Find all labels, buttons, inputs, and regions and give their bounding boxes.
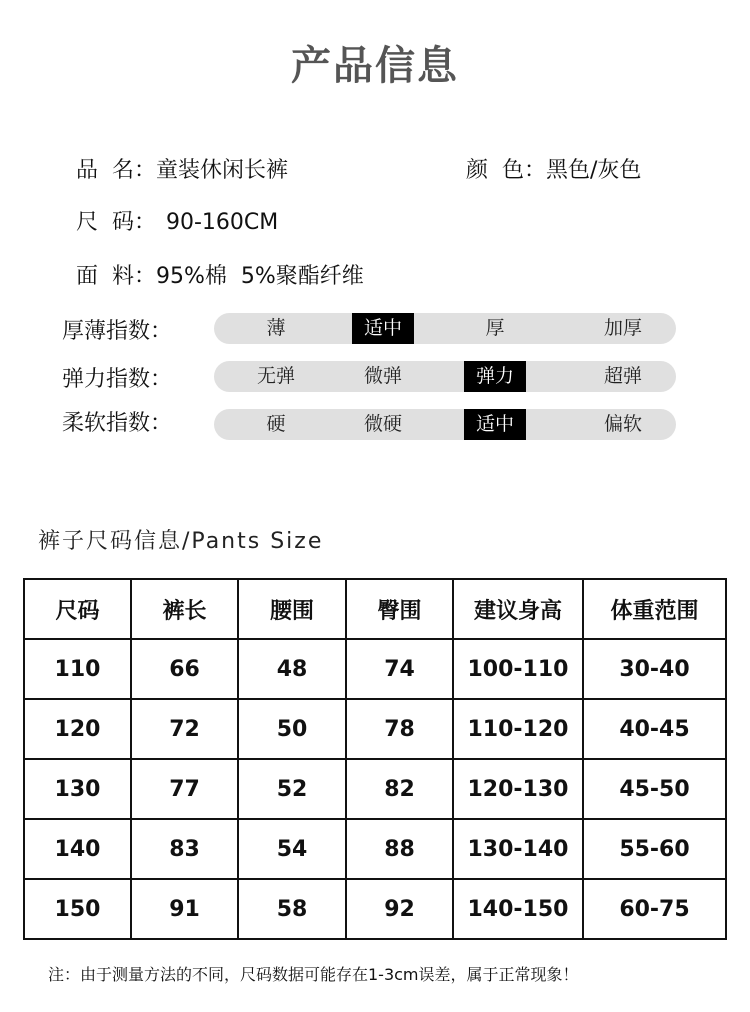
table-cell: 30-40 <box>583 639 726 699</box>
index-option: 薄 <box>266 317 286 339</box>
table-cell: 52 <box>238 759 346 819</box>
table-cell: 130 <box>24 759 131 819</box>
index-label: 柔软指数： <box>62 411 173 436</box>
page-title: 产品信息 <box>291 43 459 89</box>
table-header-cell: 裤长 <box>131 579 238 639</box>
table-header-row <box>24 579 726 639</box>
table-header-cell: 体重范围 <box>583 579 726 639</box>
table-cell: 50 <box>238 699 346 759</box>
table-cell: 88 <box>346 819 453 879</box>
table-row <box>24 819 726 879</box>
table-cell: 110-120 <box>453 699 583 759</box>
index-scale-bar <box>214 313 676 344</box>
table-row <box>24 759 726 819</box>
table-row <box>24 699 726 759</box>
table-cell: 45-50 <box>583 759 726 819</box>
table-cell: 60-75 <box>583 879 726 939</box>
index-label: 厚薄指数： <box>62 319 173 344</box>
table-cell: 91 <box>131 879 238 939</box>
index-scale-bar <box>214 409 676 440</box>
table-cell: 120-130 <box>453 759 583 819</box>
table-cell: 77 <box>131 759 238 819</box>
product-size-row <box>62 180 278 236</box>
index-option: 无弹 <box>256 365 296 387</box>
table-row <box>24 879 726 939</box>
index-option: 微硬 <box>363 413 403 435</box>
index-option: 加厚 <box>603 317 643 339</box>
index-option: 偏软 <box>603 413 643 435</box>
product-name-row <box>62 128 288 184</box>
product-fabric-value: 95%棉 5%聚酯纤维 <box>156 264 364 289</box>
product-fabric-label: 面 料： <box>76 264 156 289</box>
table-cell: 40-45 <box>583 699 726 759</box>
measurement-note: 注：由于测量方法的不同，尺码数据可能存在1-3cm误差，属于正常现象！ <box>48 965 579 984</box>
product-name-label: 品 名： <box>76 158 156 183</box>
table-header-cell: 建议身高 <box>453 579 583 639</box>
index-option: 硬 <box>266 413 286 435</box>
size-table-heading: 裤子尺码信息/Pants Size <box>38 529 324 554</box>
table-cell: 78 <box>346 699 453 759</box>
product-size-label: 尺 码： <box>76 210 156 235</box>
index-option-selected: 弹力 <box>464 361 526 392</box>
product-color-row <box>452 128 641 184</box>
product-color-label: 颜 色： <box>466 158 546 183</box>
product-size-value: 90-160CM <box>166 210 279 235</box>
table-cell: 48 <box>238 639 346 699</box>
table-cell: 82 <box>346 759 453 819</box>
index-option: 厚 <box>485 317 505 339</box>
index-option: 超弹 <box>603 365 643 387</box>
table-cell: 110 <box>24 639 131 699</box>
product-fabric-row <box>62 234 364 290</box>
table-cell: 140 <box>24 819 131 879</box>
table-cell: 54 <box>238 819 346 879</box>
table-cell: 66 <box>131 639 238 699</box>
table-row <box>24 639 726 699</box>
table-header-cell: 臀围 <box>346 579 453 639</box>
index-option-selected: 适中 <box>352 313 414 344</box>
size-table <box>23 578 727 940</box>
product-name-value: 童装休闲长裤 <box>156 158 289 183</box>
table-cell: 74 <box>346 639 453 699</box>
table-cell: 83 <box>131 819 238 879</box>
table-cell: 120 <box>24 699 131 759</box>
table-cell: 55-60 <box>583 819 726 879</box>
table-header-cell: 腰围 <box>238 579 346 639</box>
index-option: 微弹 <box>363 365 403 387</box>
index-option-selected: 适中 <box>464 409 526 440</box>
table-cell: 100-110 <box>453 639 583 699</box>
table-header-cell: 尺码 <box>24 579 131 639</box>
table-cell: 92 <box>346 879 453 939</box>
table-cell: 140-150 <box>453 879 583 939</box>
index-scale-bar <box>214 361 676 392</box>
table-cell: 58 <box>238 879 346 939</box>
table-cell: 130-140 <box>453 819 583 879</box>
table-cell: 150 <box>24 879 131 939</box>
product-color-value: 黑色/灰色 <box>546 158 642 183</box>
table-cell: 72 <box>131 699 238 759</box>
index-label: 弹力指数： <box>62 367 173 392</box>
